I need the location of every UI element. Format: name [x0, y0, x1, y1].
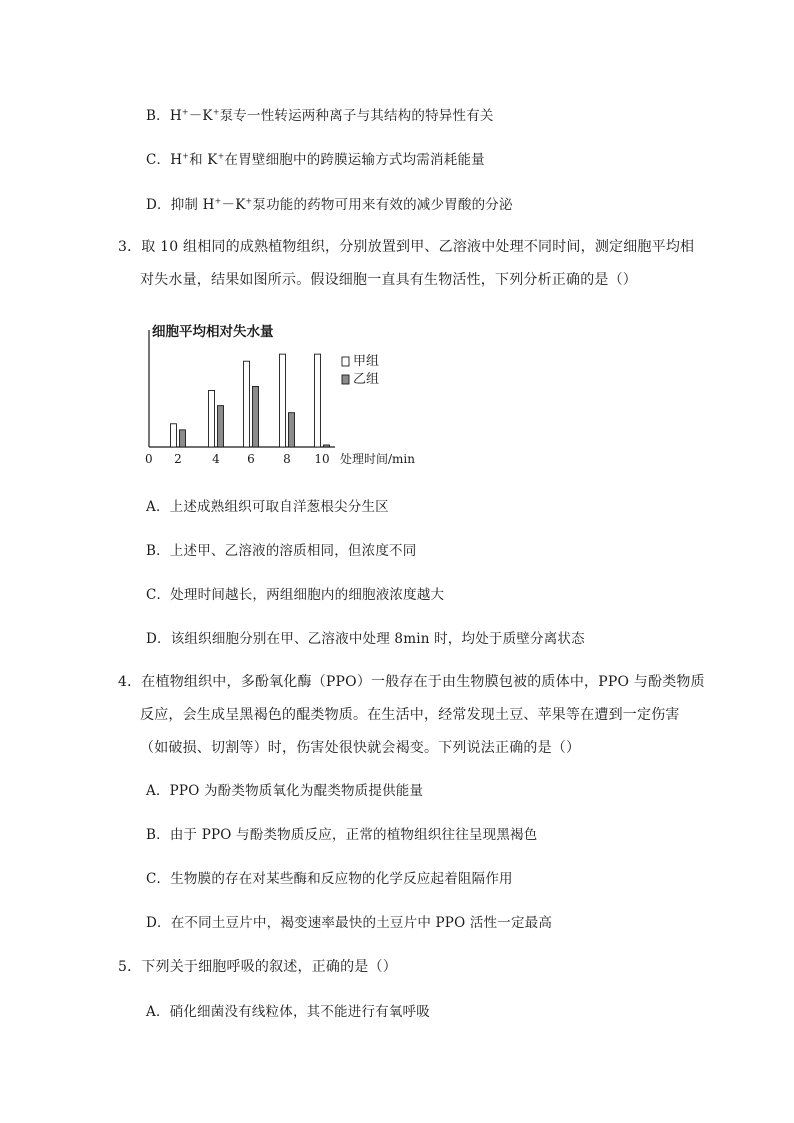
- bar-jia: [171, 424, 177, 447]
- q2-b-text-2: －K: [188, 108, 213, 124]
- q2-c-text-3: 在胃壁细胞中的跨膜运输方式均需消耗能量: [224, 152, 485, 168]
- origin-label: 0: [145, 452, 153, 466]
- x-tick-label: 8: [283, 452, 291, 466]
- legend-label: 甲组: [353, 354, 380, 369]
- bar-yi: [289, 413, 295, 447]
- q4-stem-line-1: 4．在植物组织中，多酚氧化酶（PPO）一般存在于由生物膜包被的质体中，PPO 与酚类物质: [118, 674, 705, 690]
- chart-legend: [342, 354, 379, 387]
- legend-swatch: [342, 357, 349, 366]
- q5-stem-line-1: 5．下列关于细胞呼吸的叙述，正确的是（）: [118, 959, 397, 975]
- bar-yi: [218, 406, 224, 447]
- q4-stem-line-3: （如破损、切割等）时，伤害处很快就会褐变。下列说法正确的是（）: [140, 740, 581, 756]
- q3-option-a: A．上述成熟组织可取自洋葱根尖分生区: [146, 499, 389, 515]
- q3-option-d: D．该组织细胞分别在甲、乙溶液中处理 8min 时，均处于质壁分离状态: [146, 631, 585, 647]
- q3-stem-line-1: 3．取 10 组相同的成熟植物组织，分别放置到甲、乙溶液中处理不同时间，测定细胞平均相: [118, 239, 695, 255]
- bar-yi: [324, 445, 330, 447]
- legend-label: 乙组: [353, 372, 380, 387]
- q2-d-text-2: －K: [221, 197, 246, 213]
- bar-yi: [180, 430, 186, 447]
- q2-c-sup-1: +: [182, 151, 190, 161]
- x-tick-label: 2: [174, 452, 182, 466]
- bar-jia: [315, 354, 321, 447]
- q3-bar-chart: [140, 310, 450, 470]
- q3-option-b: B．上述甲、乙溶液的溶质相同，但浓度不同: [146, 543, 417, 559]
- q2-c-sup-2: +: [217, 151, 225, 161]
- q2-b-text-1: B．H: [146, 108, 182, 124]
- q2-d-text-1: D．抑制 H: [146, 197, 215, 213]
- bar-jia: [209, 390, 215, 447]
- q5-option-a: A．硝化细菌没有线粒体，其不能进行有氧呼吸: [146, 1004, 430, 1020]
- q4-option-b: B．由于 PPO 与酚类物质反应，正常的植物组织往往呈现黑褐色: [146, 827, 538, 843]
- q2-option-b: [146, 104, 494, 124]
- bar-jia: [244, 361, 250, 447]
- q4-option-c: C．生物膜的存在对某些酶和反应物的化学反应起着阻隔作用: [146, 871, 513, 887]
- q2-d-text-3: 泵功能的药物可用来有效的减少胃酸的分泌: [252, 197, 513, 213]
- q2-b-sup-2: +: [212, 107, 220, 117]
- x-tick-label: 4: [212, 452, 220, 466]
- q2-d-sup-2: +: [245, 196, 253, 206]
- bar-yi: [253, 386, 259, 447]
- x-tick-label: 6: [247, 452, 255, 466]
- q2-b-sup-1: +: [181, 107, 189, 117]
- q2-option-d: [146, 193, 513, 213]
- bar-jia: [280, 354, 286, 447]
- legend-swatch: [342, 375, 349, 384]
- q4-option-d: D．在不同土豆片中，褐变速率最快的土豆片中 PPO 活性一定最高: [146, 915, 553, 931]
- x-axis-label: 处理时间/min: [340, 452, 415, 466]
- q2-option-c: [146, 148, 485, 168]
- y-axis-label: 细胞平均相对失水量: [152, 324, 274, 340]
- q2-c-text-1: C．H: [146, 152, 183, 168]
- q3-stem-line-2: 对失水量，结果如图所示。假设细胞一直具有生物活性，下列分析正确的是（）: [140, 272, 637, 288]
- chart-bars: [171, 354, 330, 447]
- q2-b-text-3: 泵专一性转运两种离子与其结构的特异性有关: [219, 108, 494, 124]
- q4-option-a: A．PPO 为酚类物质氧化为醌类物质提供能量: [146, 783, 424, 799]
- q3-option-c: C．处理时间越长，两组细胞内的细胞液浓度越大: [146, 587, 445, 603]
- x-tick-label: 10: [314, 452, 330, 466]
- q2-c-text-2: 和 K: [189, 152, 218, 168]
- q4-stem-line-2: 反应，会生成呈黑褐色的醌类物质。在生活中，经常发现土豆、苹果等在遭到一定伤害: [140, 707, 680, 723]
- q2-d-sup-1: +: [214, 196, 222, 206]
